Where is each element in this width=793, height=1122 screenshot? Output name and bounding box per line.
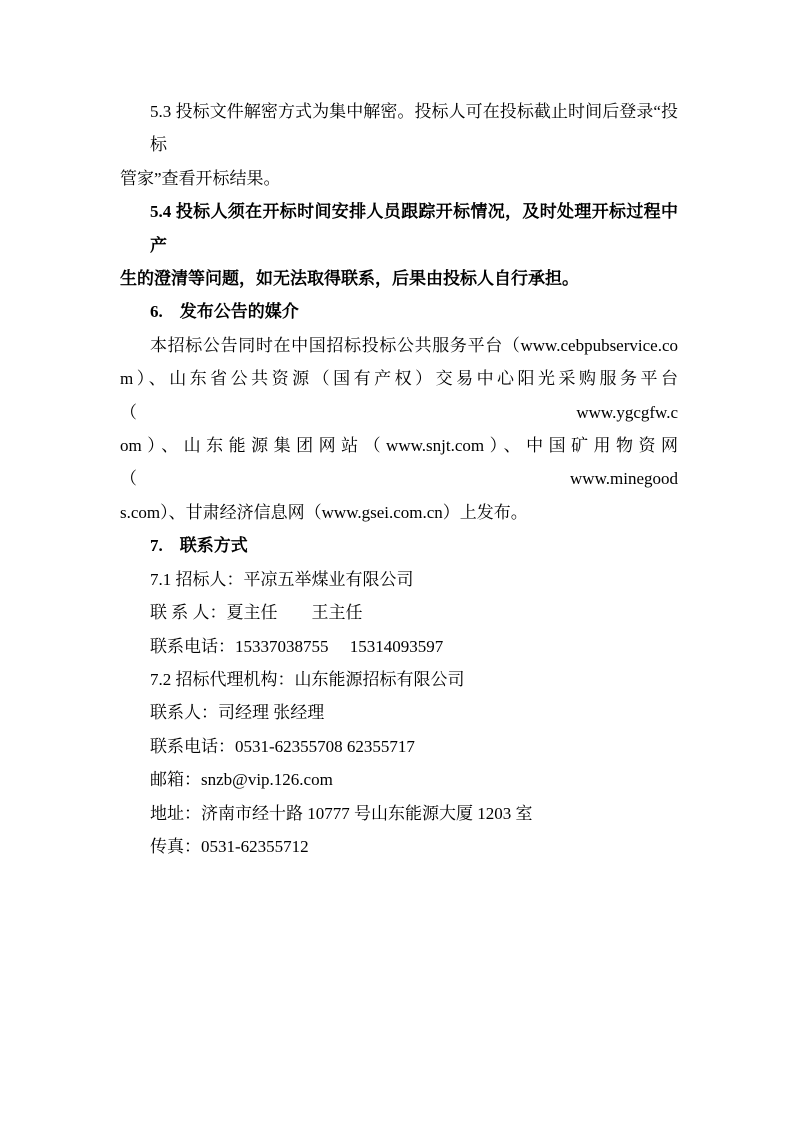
section-heading-6 xyxy=(120,295,678,328)
section-7-title: 联系方式 xyxy=(179,536,248,556)
contact-email: 邮箱：snzb@vip.126.com xyxy=(150,770,333,790)
para-5-4-line-1: 5.4 投标人须在开标时间安排人员跟踪开标情况，及时处理开标过程中产 xyxy=(150,202,678,255)
section-heading-7 xyxy=(120,529,678,562)
contact-tenderer-persons: 联 系 人：夏主任 王主任 xyxy=(150,603,363,623)
para-media-line-2: m）、山东省公共资源（国有产权）交易中心阳光采购服务平台（www.ygcgfw.c xyxy=(120,369,678,422)
para-5-3-line-2: 管家”查看开标结果。 xyxy=(120,168,281,188)
para-5-3-line-1: 5.3 投标文件解密方式为集中解密。投标人可在投标截止时间后登录“投标 xyxy=(150,102,678,155)
contact-agency-persons: 联系人：司经理 张经理 xyxy=(150,703,325,723)
para-media-line-1: 本招标公告同时在中国招标投标公共服务平台（www.cebpubservice.co xyxy=(150,335,678,355)
contact-address: 地址：济南市经十路 10777 号山东能源大厦 1203 室 xyxy=(150,803,533,823)
contact-agency-phone: 联系电话：0531-62355708 62355717 xyxy=(150,736,415,756)
contact-agency: 7.2 招标代理机构：山东能源招标有限公司 xyxy=(150,669,465,689)
section-7-number: 7. xyxy=(150,536,163,556)
contact-fax: 传真：0531-62355712 xyxy=(150,836,309,856)
section-6-number: 6. xyxy=(150,302,163,322)
contact-tenderer-phone: 联系电话：15337038755 15314093597 xyxy=(150,636,444,656)
contact-tenderer: 7.1 招标人：平凉五举煤业有限公司 xyxy=(150,569,414,589)
section-6-title: 发布公告的媒介 xyxy=(179,302,299,322)
para-media-line-4: s.com）、甘肃经济信息网（www.gsei.com.cn）上发布。 xyxy=(120,502,528,522)
para-media-line-3: om）、山东能源集团网站（www.snjt.com）、中国矿用物资网（www.minegood xyxy=(120,436,678,489)
para-5-4-line-2: 生的澄清等问题，如无法取得联系，后果由投标人自行承担。 xyxy=(120,269,579,289)
